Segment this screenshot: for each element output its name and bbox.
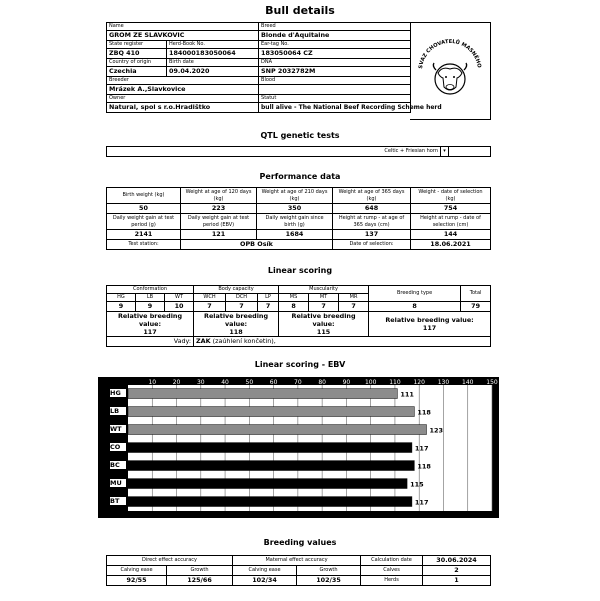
- ebv-tick-80: 80: [318, 379, 326, 386]
- linear-value-8: 7: [339, 302, 369, 312]
- ebv-chart-panel: [98, 377, 499, 518]
- perf-header-weight-2: Weight at age of 210 days (kg): [257, 188, 333, 204]
- breeding-values-table: [106, 555, 491, 586]
- ebv-tick-100: 100: [364, 379, 377, 386]
- group-muscularity: Muscularity: [279, 286, 369, 294]
- linear-value-4: 7: [226, 302, 258, 312]
- ebv-category-wt: WT: [110, 425, 126, 433]
- bull-name: GROM ZE SLAVKOVIC: [107, 31, 259, 41]
- perf-value-weight-1: 223: [181, 204, 257, 214]
- perf-header-gain-3: Height at rump - at age of 365 days (cm): [333, 214, 411, 230]
- ebv-bar-value-mu: 115: [410, 480, 424, 489]
- ebv-chart: [128, 385, 492, 511]
- ebv-category-lb: LB: [110, 407, 126, 415]
- linear-col-1: LB: [136, 294, 165, 302]
- perf-value-gain-3: 137: [333, 230, 411, 240]
- rbv-body-capacity: Relative breeding value: 118: [194, 312, 279, 337]
- defects-text: (zaúhlení končetin),: [210, 337, 276, 345]
- ebv-category-bc: BC: [110, 461, 126, 469]
- name-label: Name: [107, 23, 259, 31]
- owner-label: Owner: [107, 95, 259, 103]
- calculation-date: 30.06.2024: [423, 556, 491, 566]
- state-register: ZBQ 410: [107, 49, 167, 59]
- test-station-label: Test station:: [107, 240, 181, 250]
- dna: SNP 2032782M: [259, 67, 411, 77]
- ebv-tick-150: 150: [486, 379, 498, 386]
- ebv-chart-area: [128, 385, 492, 511]
- svg-text:ČESKÝ SVAZ CHOVATELŮ MASNÉHO S: [410, 23, 482, 71]
- maternal-growth-label: Growth: [297, 566, 361, 576]
- ebv-category-hg: HG: [110, 389, 126, 397]
- qtl-empty-cell: [449, 147, 491, 157]
- direct-growth: 125/66: [167, 576, 233, 586]
- qtl-table: [106, 146, 491, 157]
- group-breeding-type: Breeding type: [369, 286, 461, 302]
- ebv-bar-co: [128, 443, 412, 453]
- selection-date-label: Date of selection:: [333, 240, 411, 250]
- calves-label: Calves: [361, 566, 423, 576]
- ebv-tick-60: 60: [269, 379, 278, 386]
- linear-value-2: 10: [165, 302, 194, 312]
- ebv-bar-wt: [128, 425, 426, 435]
- performance-title: Performance data: [259, 172, 341, 181]
- linear-value-6: 8: [279, 302, 309, 312]
- group-total: Total: [461, 286, 491, 302]
- perf-value-gain-0: 2141: [107, 230, 181, 240]
- calculation-date-label: Calculation date: [361, 556, 423, 566]
- breed-label: Breed: [259, 23, 411, 31]
- ebv-bar-lb: [128, 407, 414, 417]
- birth-label: Birth date: [167, 59, 259, 67]
- linear-value-9: 8: [369, 302, 461, 312]
- ebv-title: Linear scoring - EBV: [254, 360, 346, 369]
- rbv-muscularity: Relative breeding value: 115: [279, 312, 369, 337]
- linear-table: [106, 285, 491, 347]
- perf-header-weight-3: Weight at age of 365 days (kg): [333, 188, 411, 204]
- linear-col-7: MT: [309, 294, 339, 302]
- blood-label: Blood: [259, 77, 411, 85]
- selection-date: 18.06.2021: [411, 240, 491, 250]
- linear-col-2: WT: [165, 294, 194, 302]
- dna-label: DNA: [259, 59, 411, 67]
- direct-calving-ease-label: Calving ease: [107, 566, 167, 576]
- breeder: Mrázek A.,Slavkovice: [107, 85, 259, 95]
- qtl-title: QTL genetic tests: [260, 131, 340, 140]
- logo-text: SVAZ CHOVATELŮ MASNÉHO: [418, 38, 482, 70]
- ebv-bar-value-bc: 118: [417, 462, 431, 471]
- herds-label: Herds: [361, 576, 423, 586]
- ebv-tick-140: 140: [462, 379, 474, 386]
- maternal-growth: 102/35: [297, 576, 361, 586]
- statut: bull alive - The National Beef Recording Scheme herd: [259, 103, 411, 113]
- perf-value-gain-2: 1684: [257, 230, 333, 240]
- ebv-bar-value-lb: 118: [417, 408, 431, 417]
- perf-header-weight-0: Birth weight (kg): [107, 188, 181, 204]
- ebv-tick-110: 110: [389, 379, 401, 386]
- ebv-tick-90: 90: [342, 379, 351, 386]
- linear-value-5: 7: [258, 302, 279, 312]
- qtl-value: Celtic + Friesian horn: [107, 147, 441, 157]
- ebv-tick-50: 50: [245, 379, 254, 386]
- perf-value-gain-4: 144: [411, 230, 491, 240]
- linear-col-4: DCH: [226, 294, 258, 302]
- eartag-label: Ear-tag No.: [259, 41, 411, 49]
- linear-value-10: 79: [461, 302, 491, 312]
- linear-col-3: WCH: [194, 294, 226, 302]
- bull-head-icon: [410, 23, 490, 119]
- ebv-tick-labels: [128, 377, 500, 386]
- ebv-bar-hg: [128, 389, 397, 399]
- maternal-calving-ease: 102/34: [233, 576, 297, 586]
- statut-label: Statut: [259, 95, 411, 103]
- test-station: OPB Osík: [181, 240, 333, 250]
- ebv-category-bt: BT: [110, 497, 126, 505]
- country: Czechia: [107, 67, 167, 77]
- linear-value-7: 7: [309, 302, 339, 312]
- ebv-tick-70: 70: [294, 379, 302, 386]
- herds: 1: [423, 576, 491, 586]
- herdbook: 184000183050064: [167, 49, 259, 59]
- perf-value-weight-2: 350: [257, 204, 333, 214]
- qtl-dropdown-arrow-icon[interactable]: ▾: [441, 147, 449, 157]
- linear-value-1: 9: [136, 302, 165, 312]
- linear-title: Linear scoring: [267, 266, 333, 275]
- perf-value-weight-0: 50: [107, 204, 181, 214]
- herdbook-label: Herd-Book No.: [167, 41, 259, 49]
- group-conformation: Conformation: [107, 286, 194, 294]
- breeder-label: Breeder: [107, 77, 259, 85]
- maternal-calving-ease-label: Calving ease: [233, 566, 297, 576]
- perf-value-weight-3: 648: [333, 204, 411, 214]
- page-title: Bull details: [265, 4, 335, 17]
- direct-calving-ease: 92/55: [107, 576, 167, 586]
- state-register-label: State register: [107, 41, 167, 49]
- perf-value-gain-1: 121: [181, 230, 257, 240]
- group-body-capacity: Body capacity: [194, 286, 279, 294]
- perf-header-gain-0: Daily weight gain at test period (g): [107, 214, 181, 230]
- ebv-bar-value-hg: 111: [400, 390, 414, 399]
- breeders-association-logo: [410, 22, 491, 120]
- perf-header-gain-4: Height at rump - date of selection (cm): [411, 214, 491, 230]
- perf-header-gain-1: Daily weight gain at test period (EBV): [181, 214, 257, 230]
- ebv-bar-value-wt: 123: [429, 426, 444, 435]
- ebv-tick-30: 30: [196, 379, 205, 386]
- owner: Natural, spol s r.o.Hradištko: [107, 103, 259, 113]
- perf-header-weight-1: Weight at age of 120 days (kg): [181, 188, 257, 204]
- linear-col-8: MR: [339, 294, 369, 302]
- defects-code: ZAK: [196, 337, 211, 345]
- defects-label: Vady:: [107, 337, 194, 347]
- ebv-bar-mu: [128, 479, 407, 489]
- ebv-tick-120: 120: [413, 379, 425, 386]
- performance-table: [106, 187, 491, 250]
- ebv-tick-40: 40: [221, 379, 229, 386]
- perf-header-gain-2: Daily weight gain since birth (g): [257, 214, 333, 230]
- breeding-title: Breeding values: [263, 538, 337, 547]
- ebv-category-co: CO: [110, 443, 126, 451]
- linear-col-5: LP: [258, 294, 279, 302]
- ebv-tick-10: 10: [148, 379, 157, 386]
- defects: [194, 337, 491, 347]
- direct-growth-label: Growth: [167, 566, 233, 576]
- eartag: 183050064 CZ: [259, 49, 411, 59]
- linear-col-6: MS: [279, 294, 309, 302]
- perf-header-weight-4: Weight - date of selection (kg): [411, 188, 491, 204]
- linear-col-0: HG: [107, 294, 136, 302]
- calves: 2: [423, 566, 491, 576]
- ebv-bar-value-bt: 117: [414, 498, 429, 507]
- bull-details-table: [106, 22, 442, 113]
- maternal-accuracy-label: Maternal effect accuracy: [233, 556, 361, 566]
- country-label: Country of origin: [107, 59, 167, 67]
- ebv-bar-bt: [128, 497, 412, 507]
- ebv-tick-130: 130: [437, 379, 450, 386]
- ebv-bar-bc: [128, 461, 414, 471]
- linear-value-3: 7: [194, 302, 226, 312]
- ebv-bar-value-co: 117: [414, 444, 429, 453]
- direct-accuracy-label: Direct effect accuracy: [107, 556, 233, 566]
- linear-value-0: 9: [107, 302, 136, 312]
- blood: [259, 85, 411, 95]
- ebv-tick-20: 20: [172, 379, 181, 386]
- ebv-category-mu: MU: [110, 479, 126, 487]
- rbv-breeding-type: Relative breeding value: 117: [369, 312, 491, 337]
- birth-date: 09.04.2020: [167, 67, 259, 77]
- perf-value-weight-4: 754: [411, 204, 491, 214]
- rbv-conformation: Relative breeding value: 117: [107, 312, 194, 337]
- bull-breed: Blonde d'Aquitaine: [259, 31, 411, 41]
